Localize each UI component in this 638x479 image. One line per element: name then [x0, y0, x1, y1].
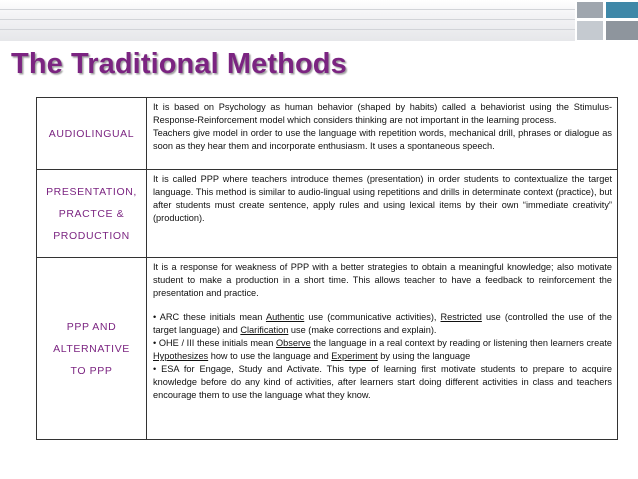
- header-stripe: [0, 9, 575, 10]
- bullet-text: by using the language: [377, 351, 471, 361]
- method-name-text: PRACTCE &: [58, 207, 125, 220]
- underlined-term: Observe: [275, 338, 311, 348]
- method-name-text: PRESENTATION,: [46, 185, 137, 198]
- description-paragraph: It is based on Psychology as human behavior (shaped by habits) called a behaviorist using the Stimulus-Response-Reinforcement model which considers thinking are not important in the learning process.: [153, 102, 612, 125]
- header-stripe: [0, 19, 575, 20]
- deco-square: [577, 2, 603, 18]
- bullet-text: use (make corrections and explain).: [288, 325, 437, 335]
- description-paragraph: It is called PPP where teachers introduce themes (presentation) in order students to contextualize the target language. This method is similar to audio-lingual using repetitions and drills in determinate context (practice), but after students must create sentence, apply rules and using lexical items by their own “immediate creativity” (production).: [153, 174, 612, 223]
- method-name-text: TO PPP: [70, 364, 113, 377]
- underlined-term: Clarification: [240, 325, 289, 335]
- deco-square: [577, 21, 603, 40]
- underlined-term: Hypothesizes: [153, 351, 209, 361]
- description-paragraph: It is a response for weakness of PPP with a better strategies to obtain a meaningful knowledge; also motivate student to make a production in a short time. This allows teacher to have a feedback to reinforcement the presentation and practice.: [153, 262, 612, 298]
- ohe-bullet: [153, 337, 612, 363]
- deco-square: [606, 21, 638, 40]
- description-paragraph: Teachers give model in order to use the language with repetition words, mechanical drill, phrases or dialogue as soon as they hear them and incorporate enthusiasm. It uses a spontaneous speech.: [153, 128, 612, 151]
- bullet-text: use (communicative activities),: [304, 312, 441, 322]
- underlined-term: Restricted: [440, 312, 482, 322]
- method-name-ppp: [37, 170, 147, 258]
- method-description: [147, 170, 618, 258]
- method-name-text: PRODUCTION: [53, 229, 130, 242]
- underlined-term: Authentic: [265, 312, 305, 322]
- table-row: [37, 98, 618, 170]
- decorative-squares: [574, 0, 638, 41]
- method-name-ppp-alternative: [37, 258, 147, 440]
- method-name-text: AUDIOLINGUAL: [48, 127, 135, 140]
- bullet-text: • ARC these initials mean: [153, 312, 266, 322]
- bullet-text: • OHE / III these initials mean: [153, 338, 276, 348]
- method-description: [147, 258, 618, 440]
- header-band: [0, 0, 575, 41]
- method-name-text: PPP AND: [66, 320, 117, 333]
- slide-title: The Traditional Methods: [11, 48, 347, 80]
- method-name-audiolingual: [37, 98, 147, 170]
- header-stripe: [0, 29, 575, 30]
- bullet-text: the language in a real context by reading or listening then learners create: [310, 338, 612, 348]
- deco-square: [606, 2, 638, 18]
- method-name-text: ALTERNATIVE: [53, 342, 130, 355]
- table-row: [37, 258, 618, 440]
- underlined-term: Experiment: [331, 351, 378, 361]
- bullet-text: use (controlled the use of the target language) and: [153, 312, 613, 335]
- methods-table: [36, 97, 618, 440]
- table-row: [37, 170, 618, 258]
- esa-bullet: • ESA for Engage, Study and Activate. This type of learning first motivate students to prepare to acquire knowledge before do any kind of activities, after learners start doing different activities in class and teachers encourage them to use the language what they know.: [153, 364, 612, 400]
- method-description: [147, 98, 618, 170]
- arc-bullet: [153, 311, 612, 337]
- bullet-text: how to use the language and: [208, 351, 332, 361]
